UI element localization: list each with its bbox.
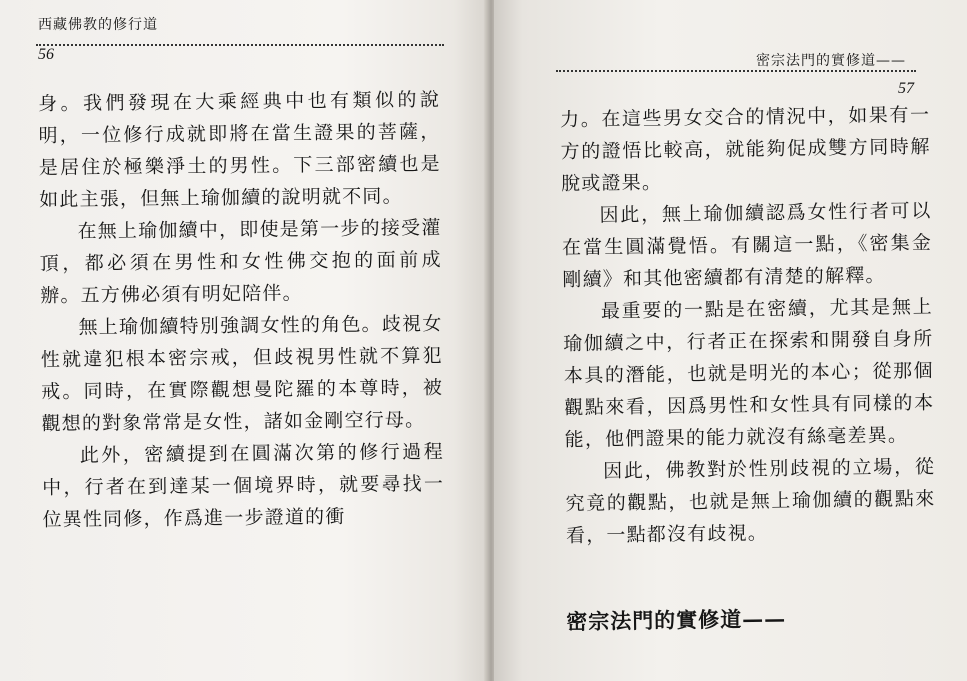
left-paragraph-1: 身。我們發現在大乘經典中也有類似的說明，一位修行成就即將在當生證果的菩薩，是居住於極樂淨土的男性。下三部密續也是如此主張，但無上瑜伽續的說明就不同。 — [38, 88, 441, 211]
left-header-rule — [36, 44, 444, 46]
left-page-number: 56 — [38, 46, 54, 63]
left-paragraph-4: 此外，密續提到在圓滿次第的修行過程中，行者在到達某一個境界時，就要尋找一位異性同修，作爲進一步證道的衝 — [42, 440, 445, 531]
left-paragraph-2: 在無上瑜伽續中，即使是第一步的接受灌頂，都必須在男性和女性佛交抱的面前成辦。五方佛必須有明妃陪伴。 — [39, 216, 442, 307]
right-running-head: 密宗法門的實修道—— — [756, 53, 906, 69]
right-body-text — [560, 99, 936, 552]
right-paragraph-4: 因此，佛教對於性別歧視的立場，從究竟的觀點，也就是無上瑜伽續的觀點來看，一點都沒有歧視。 — [565, 455, 936, 547]
right-paragraph-3: 最重要的一點是在密續，尤其是無上瑜伽續之中，行者正在探索和開發自身所本具的潛能，也就是明光的本心；從那個觀點來看，因爲男性和女性具有同樣的本能，他們證果的能力就沒有絲毫差異。 — [563, 295, 935, 451]
section-heading: 密宗法門的實修道—— — [566, 605, 787, 634]
left-paragraph-3: 無上瑜伽續特別強調女性的角色。歧視女性就違犯根本密宗戒，但歧視男性就不算犯戒。同時，在實際觀想曼陀羅的本尊時，被觀想的對象常常是女性，諸如金剛空行母。 — [40, 312, 444, 435]
left-body-text — [38, 84, 445, 536]
left-running-head: 西藏佛教的修行道 — [38, 17, 158, 33]
right-paragraph-1: 力。在這些男女交合的情況中，如果有一方的證悟比較高，就能夠促成雙方同時解脫或證果。 — [560, 103, 931, 195]
right-header-rule — [556, 70, 916, 72]
right-page — [494, 0, 967, 681]
right-page-number: 57 — [898, 80, 914, 97]
right-paragraph-2: 因此，無上瑜伽續認爲女性行者可以在當生圓滿覺悟。有關這一點，《密集金剛續》和其他密續都有清楚的解釋。 — [561, 199, 933, 291]
